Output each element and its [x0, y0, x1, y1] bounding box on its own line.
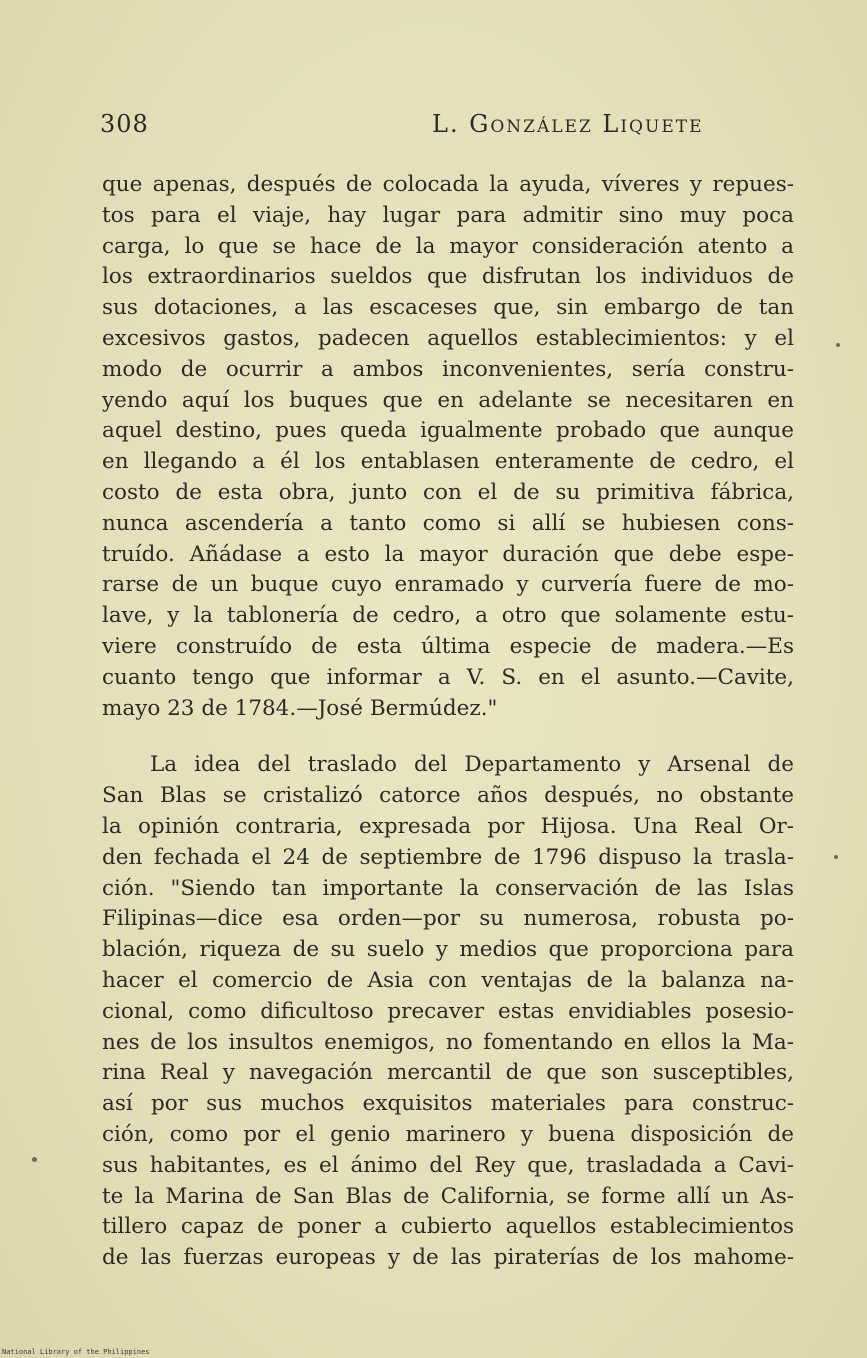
text-line: La idea del traslado del Departamento y Arsenal de — [150, 752, 794, 778]
library-credit: National Library of the Philippines — [2, 1348, 150, 1356]
paragraph-1 — [102, 170, 794, 724]
page-number: 308 — [100, 110, 149, 138]
text-line: blación, riqueza de su suelo y medios que proporciona para — [102, 937, 794, 963]
text-line: cuanto tengo que informar a V. S. en el asunto.—Cavite, — [102, 664, 794, 690]
text-line: rina Real y navegación mercantil de que son susceptibles, — [102, 1060, 794, 1086]
text-line: mayo 23 de 1784.—José Bermúdez." — [102, 695, 498, 721]
paper-speck — [834, 855, 838, 859]
text-line: tillero capaz de poner a cubierto aquellos establecimientos — [102, 1214, 794, 1240]
text-line: den fechada el 24 de septiembre de 1796 dispuso la trasla- — [102, 844, 794, 870]
text-line: de las fuerzas europeas y de las piraterías de los mahome- — [102, 1245, 794, 1271]
text-line: te la Marina de San Blas de California, se forme allí un As- — [102, 1183, 794, 1209]
text-line: tos para el viaje, hay lugar para admitir sino muy poca — [102, 202, 794, 228]
text-line: viere construído de esta última especie de madera.—Es — [102, 633, 794, 659]
text-line: nes de los insultos enemigos, no fomentando en ellos la Ma- — [102, 1029, 794, 1055]
paragraph-gap — [102, 724, 794, 750]
running-head: L. González Liquete — [432, 110, 704, 138]
paper-speck — [32, 1157, 37, 1162]
page-header — [100, 110, 800, 146]
text-line: lave, y la tablonería de cedro, a otro que solamente estu- — [102, 603, 794, 629]
text-line: ción, como por el genio marinero y buena disposición de — [102, 1121, 794, 1147]
text-line: en llegando a él los entablasen enteramente de cedro, el — [102, 449, 794, 475]
text-line: truído. Añádase a esto la mayor duración que debe espe- — [102, 541, 794, 567]
text-line: excesivos gastos, padecen aquellos establecimientos: y el — [102, 325, 794, 351]
text-line: la opinión contraria, expresada por Hijosa. Una Real Or- — [102, 813, 794, 839]
text-line: yendo aquí los buques que en adelante se necesitaren en — [102, 387, 794, 413]
text-line: los extraordinarios sueldos que disfrutan los individuos de — [102, 264, 794, 290]
text-line: San Blas se cristalizó catorce años después, no obstante — [102, 783, 794, 809]
text-line: rarse de un buque cuyo enramado y curvería fuere de mo- — [102, 572, 794, 598]
text-line: que apenas, después de colocada la ayuda, víveres y repues- — [102, 172, 794, 197]
paper-speck — [836, 343, 840, 347]
paragraph-2 — [102, 750, 794, 1274]
text-line: Filipinas—dice esa orden—por su numerosa, robusta po- — [102, 906, 794, 932]
body-text — [102, 170, 794, 1274]
text-line: aquel destino, pues queda igualmente probado que aunque — [102, 418, 794, 444]
text-line: nunca ascendería a tanto como si allí se hubiesen cons- — [102, 510, 794, 536]
text-line: modo de ocurrir a ambos inconvenientes, sería constru- — [102, 356, 794, 382]
text-line: costo de esta obra, junto con el de su primitiva fábrica, — [102, 479, 794, 505]
text-line: carga, lo que se hace de la mayor consideración atento a — [102, 233, 794, 259]
text-line: ción. "Siendo tan importante la conservación de las Islas — [102, 875, 794, 901]
text-line: cional, como dificultoso precaver estas envidiables posesio- — [102, 998, 794, 1024]
text-line: sus dotaciones, a las escaceses que, sin embargo de tan — [102, 295, 794, 321]
text-line: así por sus muchos exquisitos materiales para construc- — [102, 1091, 794, 1117]
text-line: sus habitantes, es el ánimo del Rey que, trasladada a Cavi- — [102, 1152, 794, 1178]
text-line: hacer el comercio de Asia con ventajas de la balanza na- — [102, 967, 794, 993]
